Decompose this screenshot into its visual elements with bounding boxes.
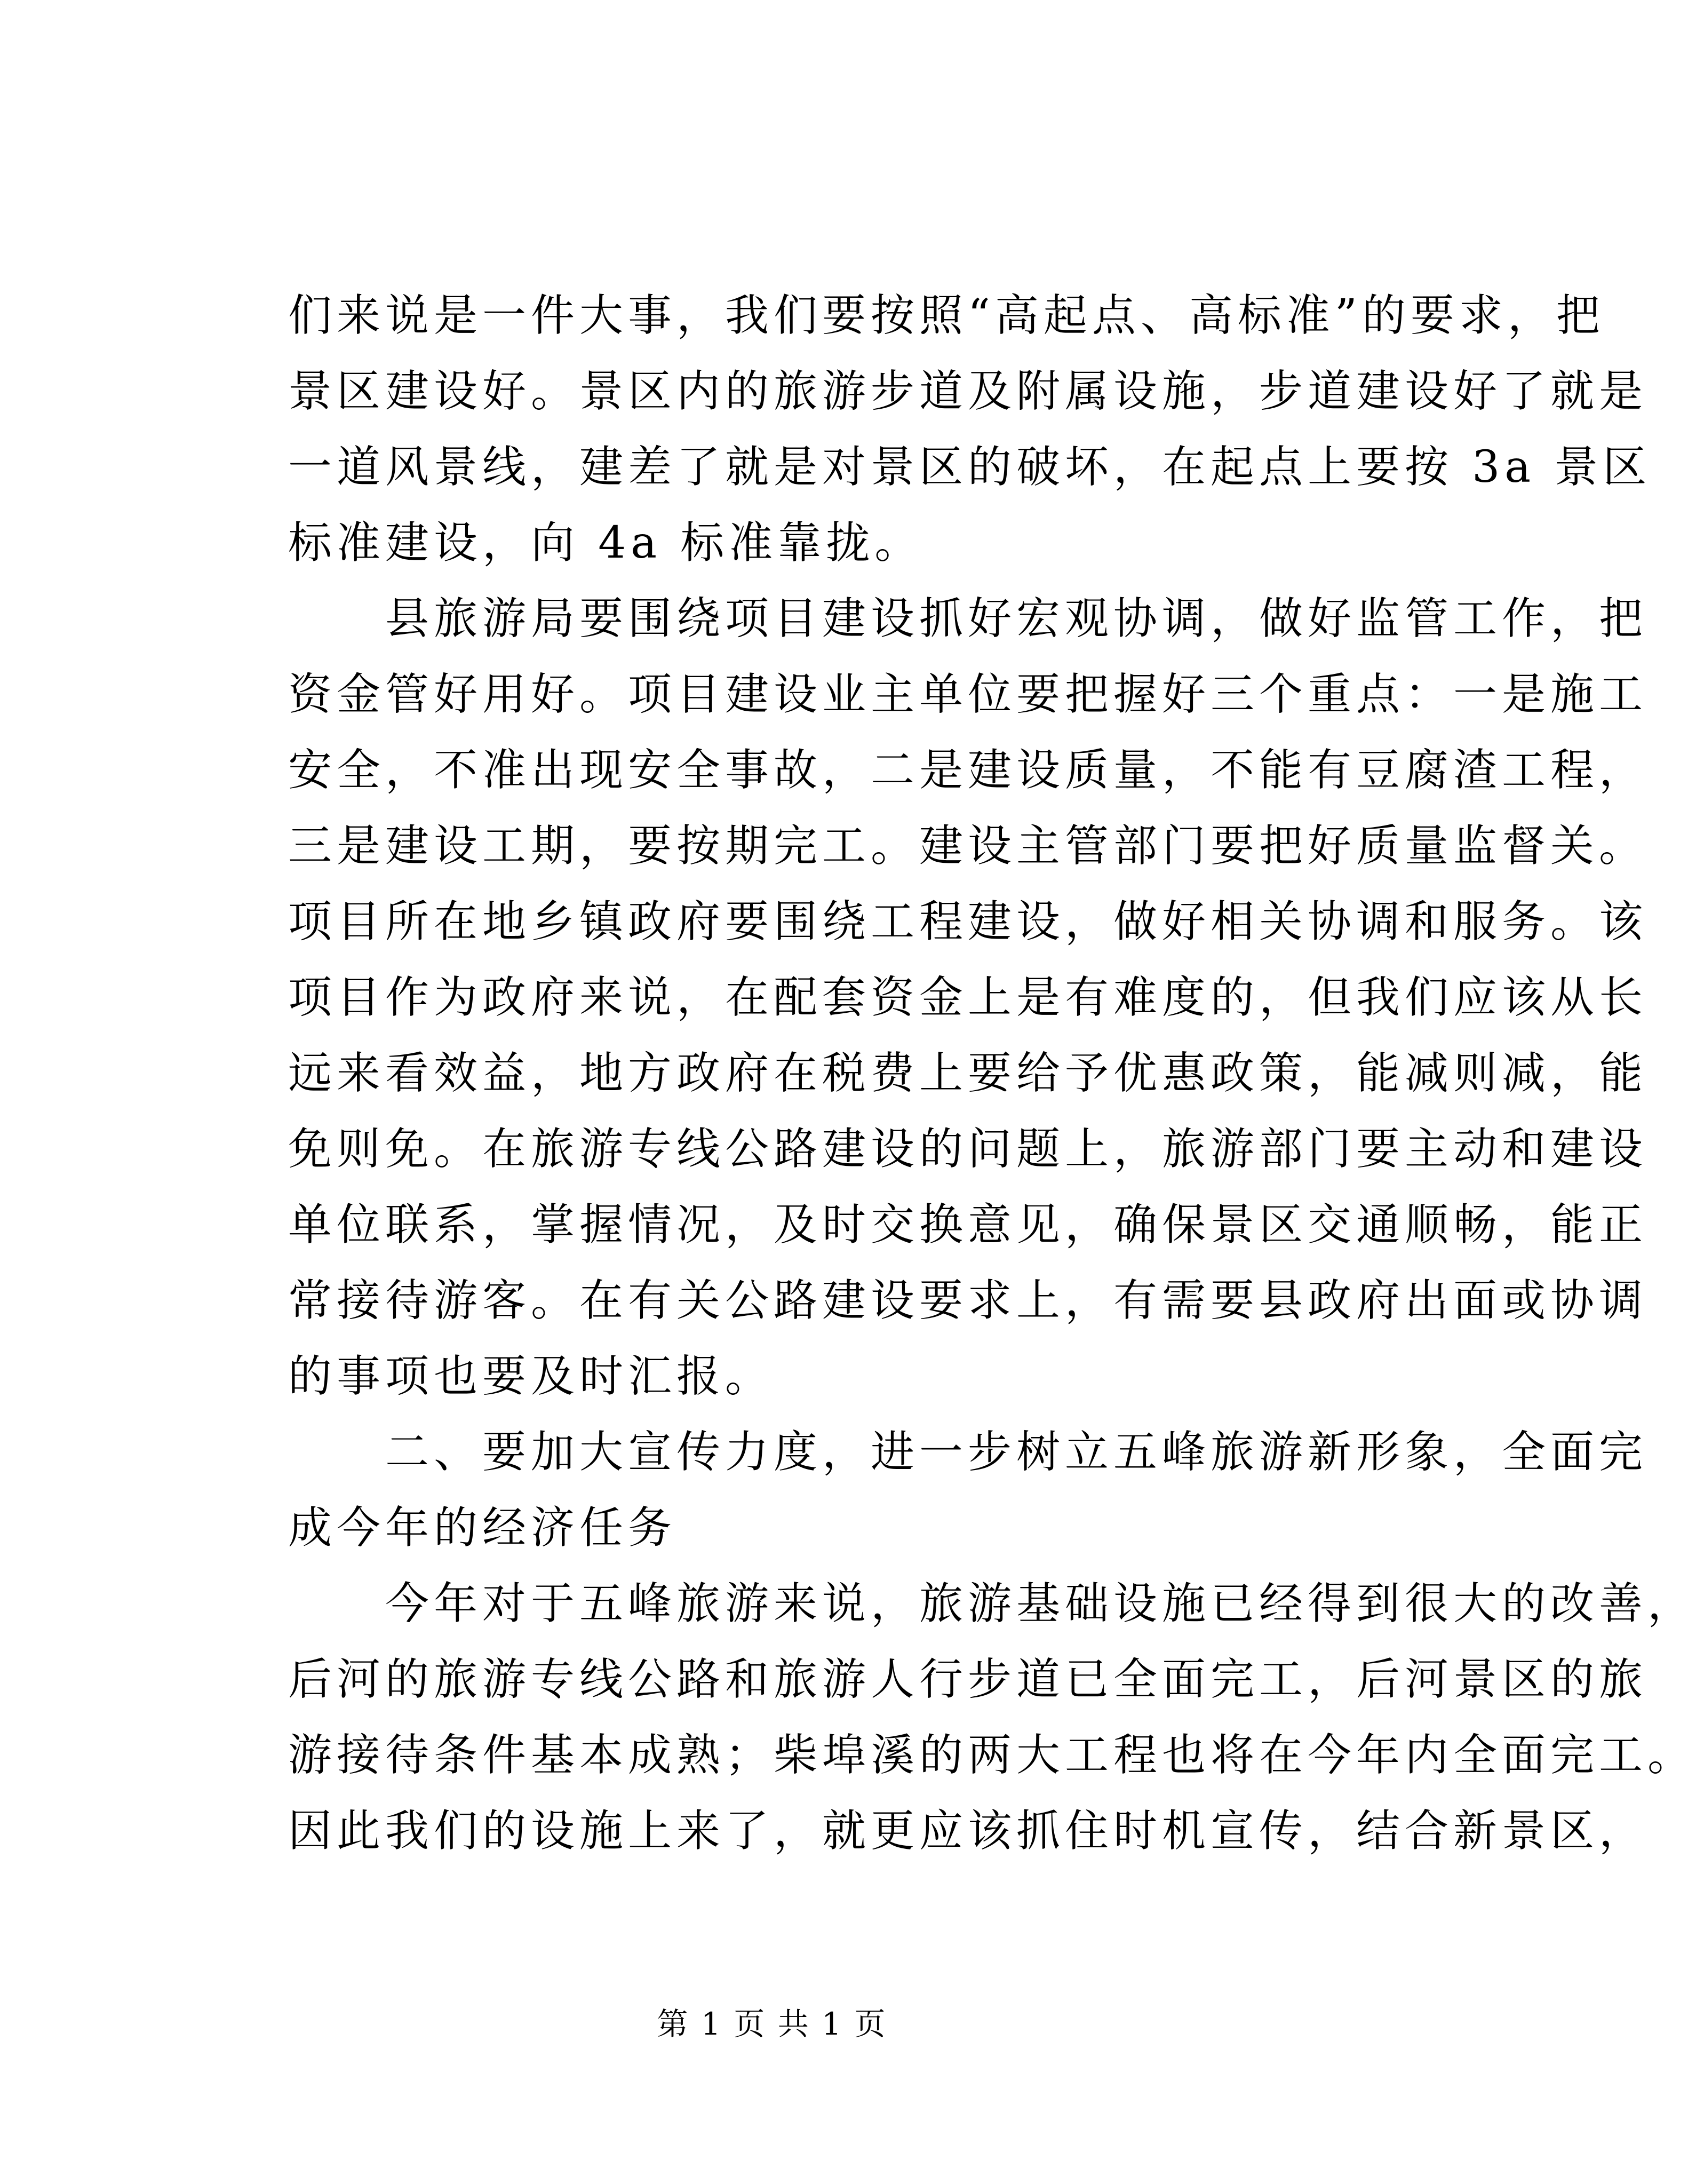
text-line-9: 项目所在地乡镇政府要围绕工程建设，做好相关协调和服务。该 — [288, 896, 1648, 947]
text-line-3: 一道风景线，建差了就是对景区的破坏，在起点上要按 3a 景区 — [288, 442, 1652, 493]
text-line-19: 后河的旅游专线公路和旅游人行步道已全面完工，后河景区的旅 — [288, 1654, 1648, 1705]
text-line-8: 三是建设工期，要按期完工。建设主管部门要把好质量监督关。 — [288, 821, 1648, 871]
text-line-6: 资金管好用好。项目建设业主单位要把握好三个重点：一是施工 — [288, 669, 1648, 720]
text-line-13: 单位联系，掌握情况，及时交换意见，确保景区交通顺畅，能正 — [288, 1200, 1648, 1250]
text-line-4: 标准建设，向 4a 标准靠拢。 — [288, 518, 923, 568]
text-line-21: 因此我们的设施上来了，就更应该抓住时机宣传，结合新景区， — [288, 1806, 1648, 1856]
text-line-15: 的事项也要及时汇报。 — [288, 1351, 774, 1402]
section-heading-line-2: 成今年的经济任务 — [288, 1503, 677, 1553]
text-line-10: 项目作为政府来说，在配套资金上是有难度的，但我们应该从长 — [288, 972, 1648, 1023]
text-line-20: 游接待条件基本成熟；柴埠溪的两大工程也将在今年内全面完工。 — [288, 1730, 1696, 1781]
text-line-1: 们来说是一件大事，我们要按照“高起点、高标准”的要求，把 — [288, 290, 1605, 341]
text-line-18: 今年对于五峰旅游来说，旅游基础设施已经得到很大的改善， — [288, 1578, 1696, 1629]
text-line-7: 安全，不准出现安全事故，二是建设质量，不能有豆腐渣工程， — [288, 745, 1648, 796]
text-line-2: 景区建设好。景区内的旅游步道及附属设施，步道建设好了就是 — [288, 366, 1648, 417]
page-footer: 第 1 页 共 1 页 — [657, 2006, 887, 2042]
text-line-5: 县旅游局要围绕项目建设抓好宏观协调，做好监管工作，把 — [288, 593, 1648, 644]
text-line-14: 常接待游客。在有关公路建设要求上，有需要县政府出面或协调 — [288, 1275, 1648, 1326]
text-line-12: 免则免。在旅游专线公路建设的问题上，旅游部门要主动和建设 — [288, 1124, 1648, 1174]
text-line-11: 远来看效益，地方政府在税费上要给予优惠政策，能减则减，能 — [288, 1048, 1648, 1099]
section-heading-line-1: 二、要加大宣传力度，进一步树立五峰旅游新形象，全面完 — [288, 1427, 1648, 1478]
